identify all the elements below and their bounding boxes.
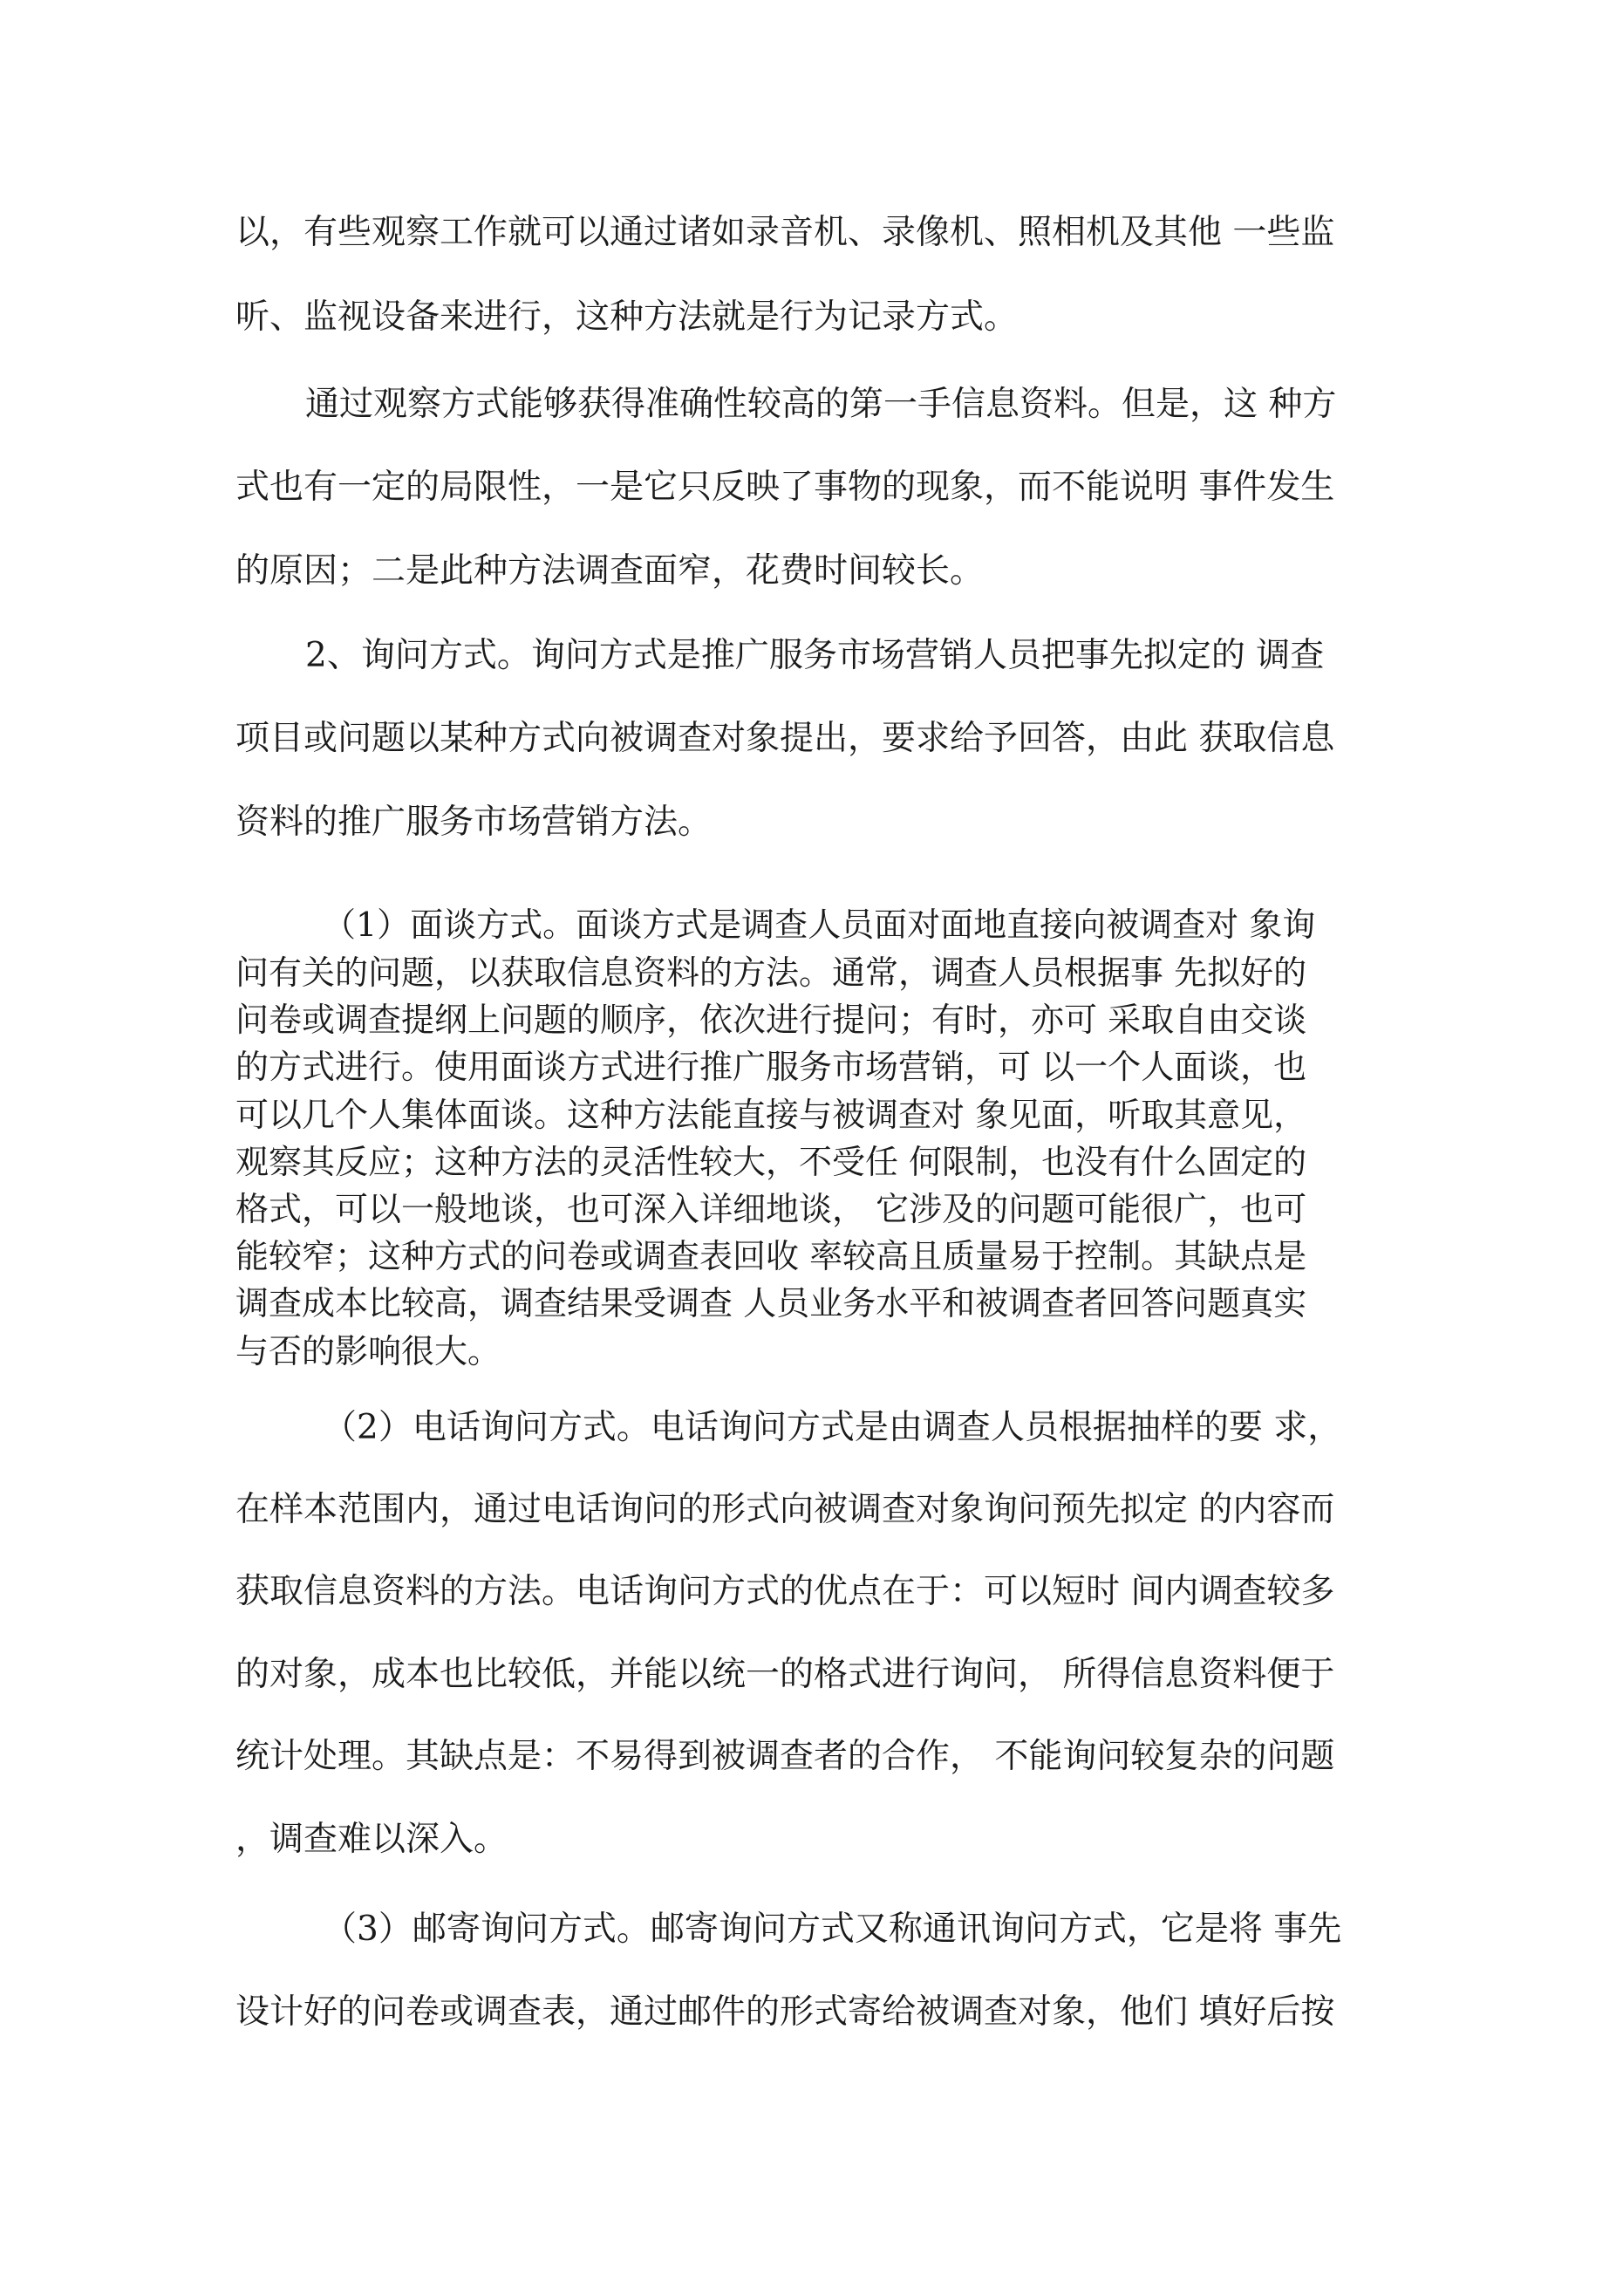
paragraph-line: （1）面谈方式。面谈方式是调查人员面对面地直接向被调查对 象询 xyxy=(323,905,1316,944)
paragraph-line: 与否的影响很大。 xyxy=(235,1332,501,1370)
paragraph-line: 通过观察方式能够获得准确性较高的第一手信息资料。但是，这 种方 xyxy=(305,385,1337,424)
paragraph-line: 听、监视设备来进行，这种方法就是行为记录方式。 xyxy=(235,297,1019,337)
paragraph-line: 式也有一定的局限性，一是它只反映了事物的现象，而不能说明 事件发生 xyxy=(235,468,1335,507)
paragraph-line: （3）邮寄询问方式。邮寄询问方式又称通讯询问方式，它是将 事先 xyxy=(323,1910,1342,1949)
paragraph-line: 资料的推广服务市场营销方法。 xyxy=(235,803,713,842)
paragraph-line: 调查成本比较高，调查结果受调查 人员业务水平和被调查者回答问题真实 xyxy=(235,1284,1307,1322)
paragraph-line: 问卷或调查提纲上问题的顺序，依次进行提问；有时，亦可 采取自由交谈 xyxy=(235,1001,1307,1039)
paragraph-line: 设计好的问卷或调查表，通过邮件的形式寄给被调查对象，他们 填好后按 xyxy=(235,1992,1335,2032)
paragraph-line: 在样本范围内，通过电话询问的形式向被调查对象询问预先拟定 的内容而 xyxy=(235,1490,1335,1529)
paragraph-line: 能较窄；这种方式的问卷或调查表回收 率较高且质量易于控制。其缺点是 xyxy=(235,1237,1307,1275)
paragraph-line: 获取信息资料的方法。电话询问方式的优点在于：可以短时 间内调查较多 xyxy=(235,1572,1335,1611)
paragraph-line: 以，有些观察工作就可以通过诸如录音机、录像机、照相机及其他 一些监 xyxy=(235,213,1335,252)
paragraph-line: 统计处理。其缺点是：不易得到被调查者的合作， 不能询问较复杂的问题 xyxy=(235,1737,1335,1776)
paragraph-line: 项目或问题以某种方式向被调查对象提出，要求给予回答，由此 获取信息 xyxy=(235,719,1335,758)
paragraph-line: 问有关的问题，以获取信息资料的方法。通常，调查人员根据事 先拟好的 xyxy=(235,953,1307,992)
paragraph-line: 观察其反应；这种方法的灵活性较大，不受任 何限制，也没有什么固定的 xyxy=(235,1143,1307,1181)
paragraph-line: 的对象，成本也比较低，并能以统一的格式进行询问， 所得信息资料便于 xyxy=(235,1655,1335,1694)
paragraph-line: ，调查难以深入。 xyxy=(235,1820,508,1859)
paragraph-line: 2、询问方式。询问方式是推广服务市场营销人员把事先拟定的 调查 xyxy=(305,636,1325,675)
paragraph-line: （2）电话询问方式。电话询问方式是由调查人员根据抽样的要 求， xyxy=(323,1408,1342,1447)
paragraph-line: 可以几个人集体面谈。这种方法能直接与被调查对 象见面，听取其意见， xyxy=(235,1096,1307,1134)
paragraph-line: 的原因；二是此种方法调查面窄，花费时间较长。 xyxy=(235,551,985,591)
paragraph-line: 格式，可以一般地谈，也可深入详细地谈， 它涉及的问题可能很广，也可 xyxy=(235,1190,1307,1228)
paragraph-line: 的方式进行。使用面谈方式进行推广服务市场营销，可 以一个人面谈，也 xyxy=(235,1048,1307,1086)
